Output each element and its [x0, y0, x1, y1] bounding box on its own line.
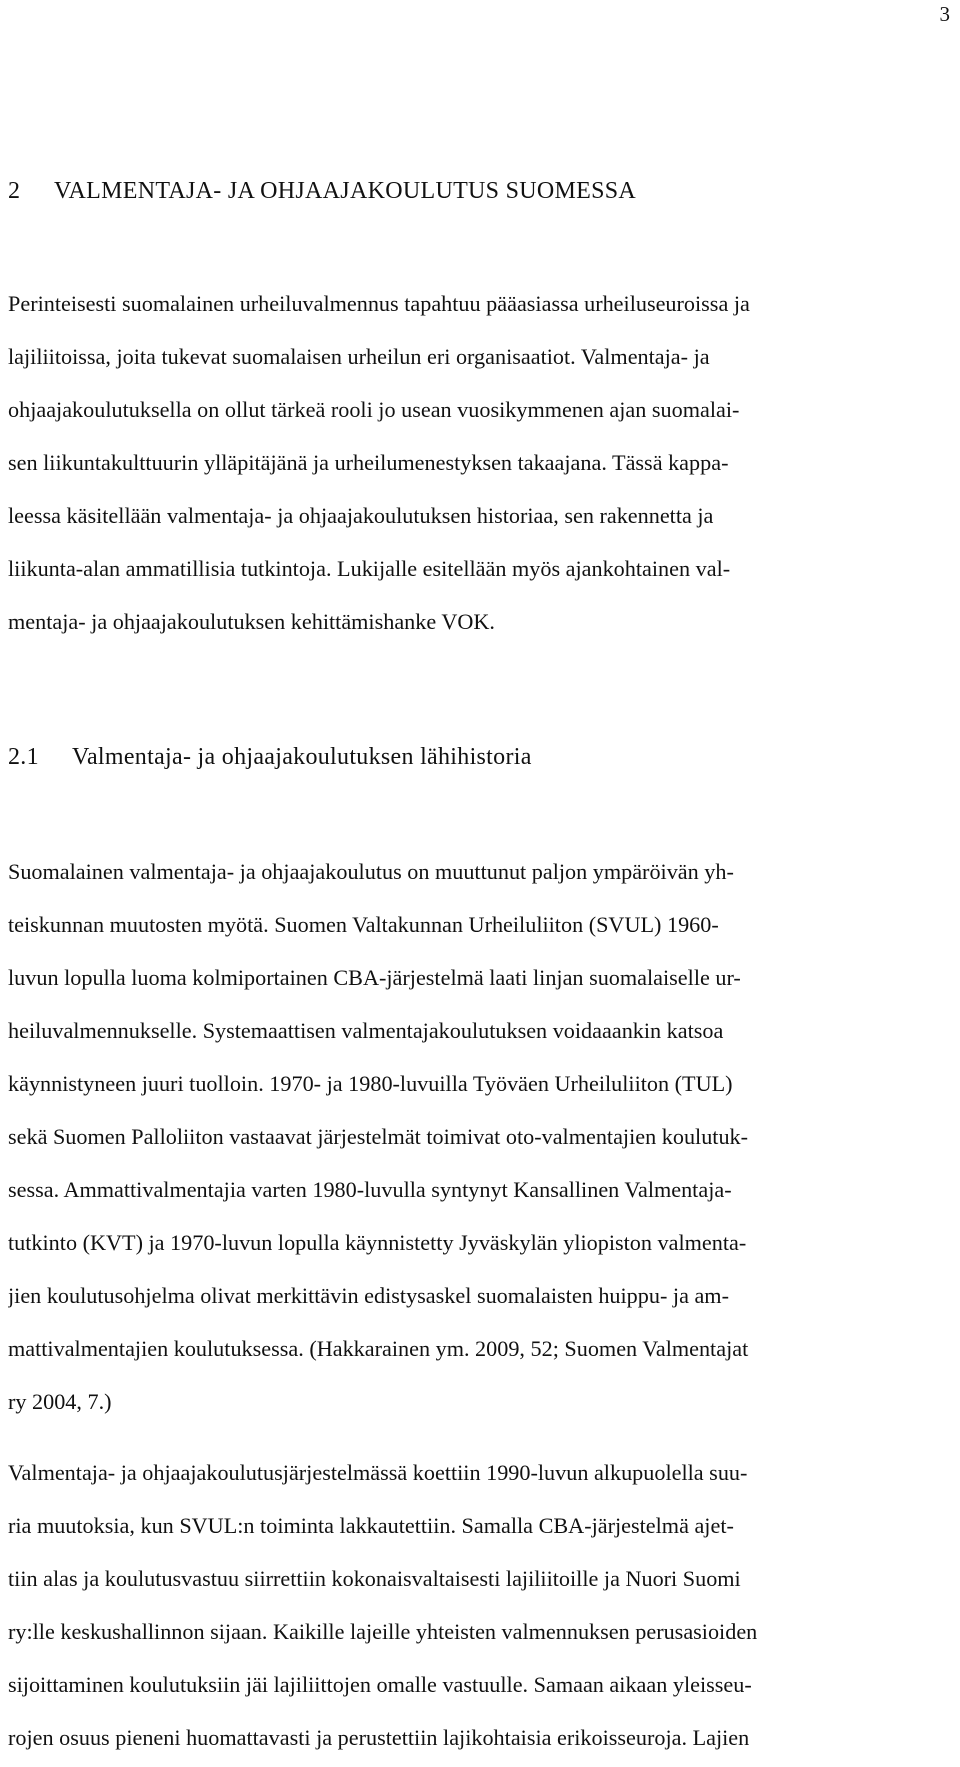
text-line: sen liikuntakulttuurin ylläpitäjänä ja urheilumenestyksen takaajana. Tässä kappa- — [8, 450, 729, 475]
text-line: Valmentaja- ja ohjaajakoulutusjärjestelmässä koettiin 1990-luvun alkupuolella suu- — [8, 1460, 748, 1485]
intro-paragraph — [8, 277, 956, 648]
text-line: luvun lopulla luoma kolmiportainen CBA-järjestelmä laati linjan suomalaiselle ur- — [8, 965, 741, 990]
text-line: sijoittaminen koulutuksiin jäi lajiliittojen omalle vastuulle. Samaan aikaan yleisseu- — [8, 1672, 752, 1697]
text-line: mentaja- ja ohjaajakoulutuksen kehittämishanke VOK. — [8, 609, 495, 634]
text-line: rojen osuus pieneni huomattavasti ja perustettiin lajikohtaisia erikoisseuroja. Lajien — [8, 1725, 750, 1750]
text-line: ry 2004, 7.) — [8, 1389, 112, 1414]
text-line: ry:lle keskushallinnon sijaan. Kaikille lajeille yhteisten valmennuksen perusasioiden — [8, 1619, 758, 1644]
history-paragraph-2 — [8, 1446, 956, 1764]
text-line: käynnistyneen juuri tuolloin. 1970- ja 1980-luvuilla Työväen Urheiluliiton (TUL) — [8, 1071, 733, 1096]
text-line: leessa käsitellään valmentaja- ja ohjaajakoulutuksen historiaa, sen rakennetta ja — [8, 503, 714, 528]
text-line: Suomalainen valmentaja- ja ohjaajakoulutus on muuttunut paljon ympäröivän yh- — [8, 859, 734, 884]
subsection-heading — [8, 744, 532, 771]
text-line: ria muutoksia, kun SVUL:n toiminta lakkautettiin. Samalla CBA-järjestelmä ajet- — [8, 1513, 734, 1538]
history-paragraph-1 — [8, 845, 956, 1428]
text-line: tiin alas ja koulutusvastuu siirrettiin kokonaisvaltaisesti lajiliitoille ja Nuori Suomi — [8, 1566, 741, 1591]
text-line: Perinteisesti suomalainen urheiluvalmennus tapahtuu pääasiassa urheiluseuroissa ja — [8, 291, 750, 316]
text-line: tutkinto (KVT) ja 1970-luvun lopulla käynnistetty Jyväskylän yliopiston valmenta- — [8, 1230, 747, 1255]
text-line: jien koulutusohjelma olivat merkittävin edistysaskel suomalaisten huippu- ja am- — [8, 1283, 729, 1308]
section-title: VALMENTAJA- JA OHJAAJAKOULUTUS SUOMESSA — [54, 178, 637, 204]
subsection-title: Valmentaja- ja ohjaajakoulutuksen lähihistoria — [72, 744, 532, 770]
section-number: 2 — [8, 178, 21, 204]
text-line: sessa. Ammattivalmentajia varten 1980-luvulla syntynyt Kansallinen Valmentaja- — [8, 1177, 732, 1202]
text-line: liikunta-alan ammatillisia tutkintoja. Lukijalle esitellään myös ajankohtainen val- — [8, 556, 731, 581]
text-line: ohjaajakoulutuksella on ollut tärkeä rooli jo usean vuosikymmenen ajan suomalai- — [8, 397, 740, 422]
text-line: teiskunnan muutosten myötä. Suomen Valtakunnan Urheiluliiton (SVUL) 1960- — [8, 912, 719, 937]
page-number: 3 — [939, 2, 950, 26]
text-line: heiluvalmennukselle. Systemaattisen valmentajakoulutuksen voidaaankin katsoa — [8, 1018, 724, 1043]
subsection-number: 2.1 — [8, 744, 39, 770]
text-line: sekä Suomen Palloliiton vastaavat järjestelmät toimivat oto-valmentajien koulutuk- — [8, 1124, 749, 1149]
text-line: lajiliitoissa, joita tukevat suomalaisen urheilun eri organisaatiot. Valmentaja- ja — [8, 344, 710, 369]
section-heading — [8, 178, 636, 205]
text-line: mattivalmentajien koulutuksessa. (Hakkarainen ym. 2009, 52; Suomen Valmentajat — [8, 1336, 749, 1361]
